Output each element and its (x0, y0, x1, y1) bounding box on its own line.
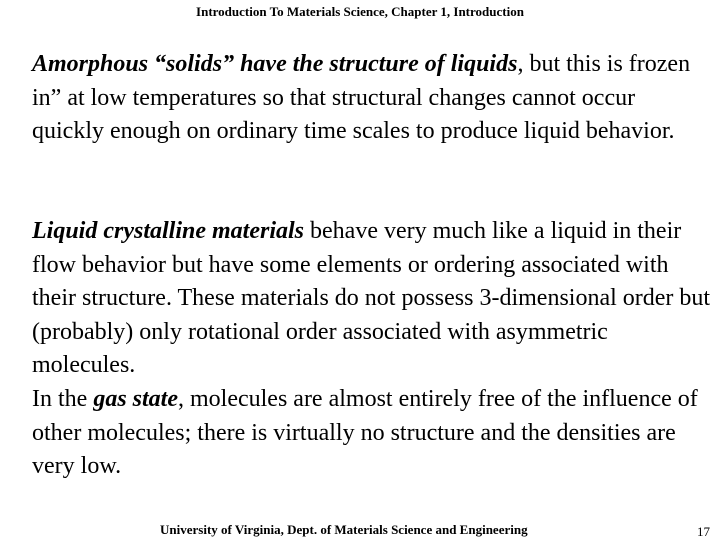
paragraph-gas-body: , molecules are almost entirely free of the influence of other molecules; there is virtually no structure and the densities are very low. (32, 386, 698, 479)
footer-affiliation: University of Virginia, Dept. of Materials Science and Engineering (160, 522, 528, 537)
term-gas-state: gas state (93, 386, 178, 412)
paragraph-gas-state (32, 383, 712, 484)
paragraph-liquid-crystalline-body: behave very much like a liquid in their flow behavior but have some elements or ordering associated with their structure. These materials do not possess 3-dimensional order but (probably) only rotational order associated with asymmetric molecules. (32, 218, 711, 378)
term-amorphous-solids: Amorphous “solids” have the structure of liquids (32, 51, 518, 77)
paragraph-gas-intro: In the (32, 386, 94, 412)
slide-header: Introduction To Materials Science, Chapter 1, Introduction (196, 4, 524, 19)
page-number: 17 (697, 524, 710, 539)
paragraph-amorphous (32, 48, 712, 149)
paragraph-liquid-crystalline (32, 215, 712, 383)
paragraph-amorphous-body: , but this is frozen in” at low temperatures so that structural changes cannot occur quickly enough on ordinary time scales to produce liquid behavior. (32, 51, 691, 144)
term-liquid-crystalline: Liquid crystalline materials (32, 218, 305, 244)
